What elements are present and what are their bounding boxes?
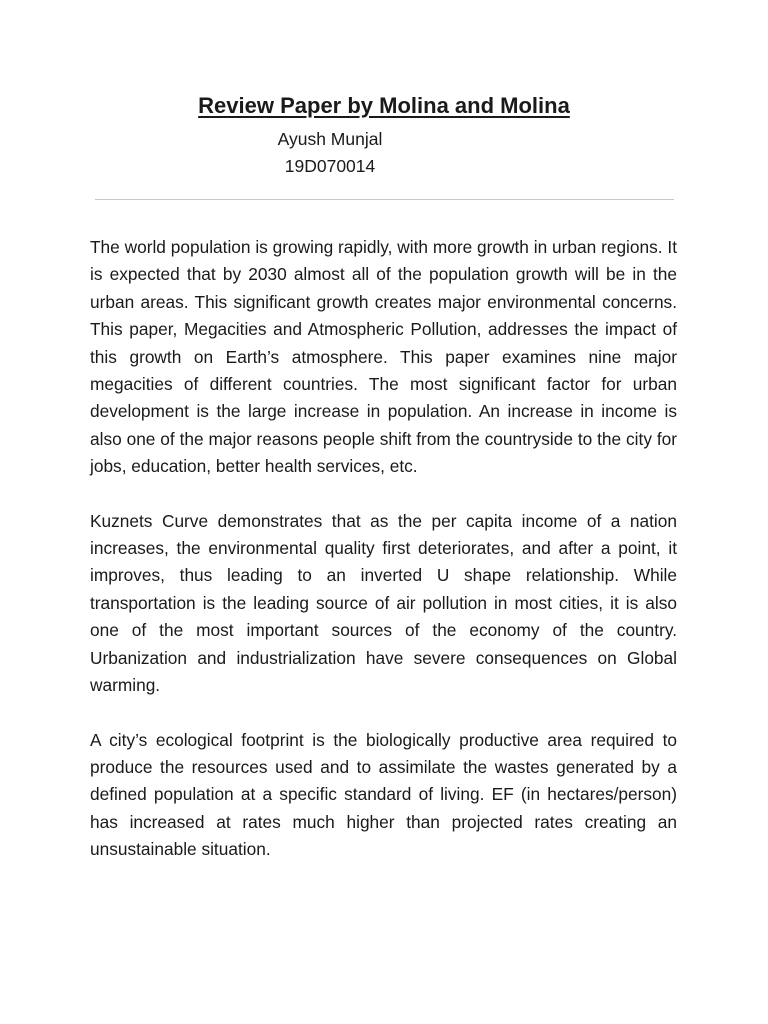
author-id: 19D070014 xyxy=(284,156,376,176)
author-name: Ayush Munjal xyxy=(277,129,383,149)
paragraph-2: Kuznets Curve demonstrates that as the per capita income of a nation increases, the environmental quality first deteriorates, and after a point, it improves, thus leading to an inverted U shape relationship. While transportation is the leading source of air pollution in most cities, it is also one of the most important sources of the economy of the country. Urbanization and industrialization have severe consequences on Global warming. xyxy=(90,510,677,696)
paragraph-1: The world population is growing rapidly, with more growth in urban regions. It is expected that by 2030 almost all of the population growth will be in the urban areas. This significant growth creates major environmental concerns. This paper, Megacities and Atmospheric Pollution, addresses the impact of this growth on Earth’s atmosphere. This paper examines nine major megacities of different countries. The most significant factor for urban development is the large increase in population. An increase in income is also one of the major reasons people shift from the countryside to the city for jobs, education, better health services, etc. xyxy=(90,237,677,477)
body-text xyxy=(90,234,677,891)
paragraph-3: A city’s ecological footprint is the biologically productive area required to produce the resources used and to assimilate the wastes generated by a defined population at a specific standard of living. EF (in hectares/person) has increased at rates much higher than projected rates creating an unsustainable situation. xyxy=(90,729,677,860)
header-divider xyxy=(95,199,674,200)
page-title: Review Paper by Molina and Molina xyxy=(198,93,570,118)
